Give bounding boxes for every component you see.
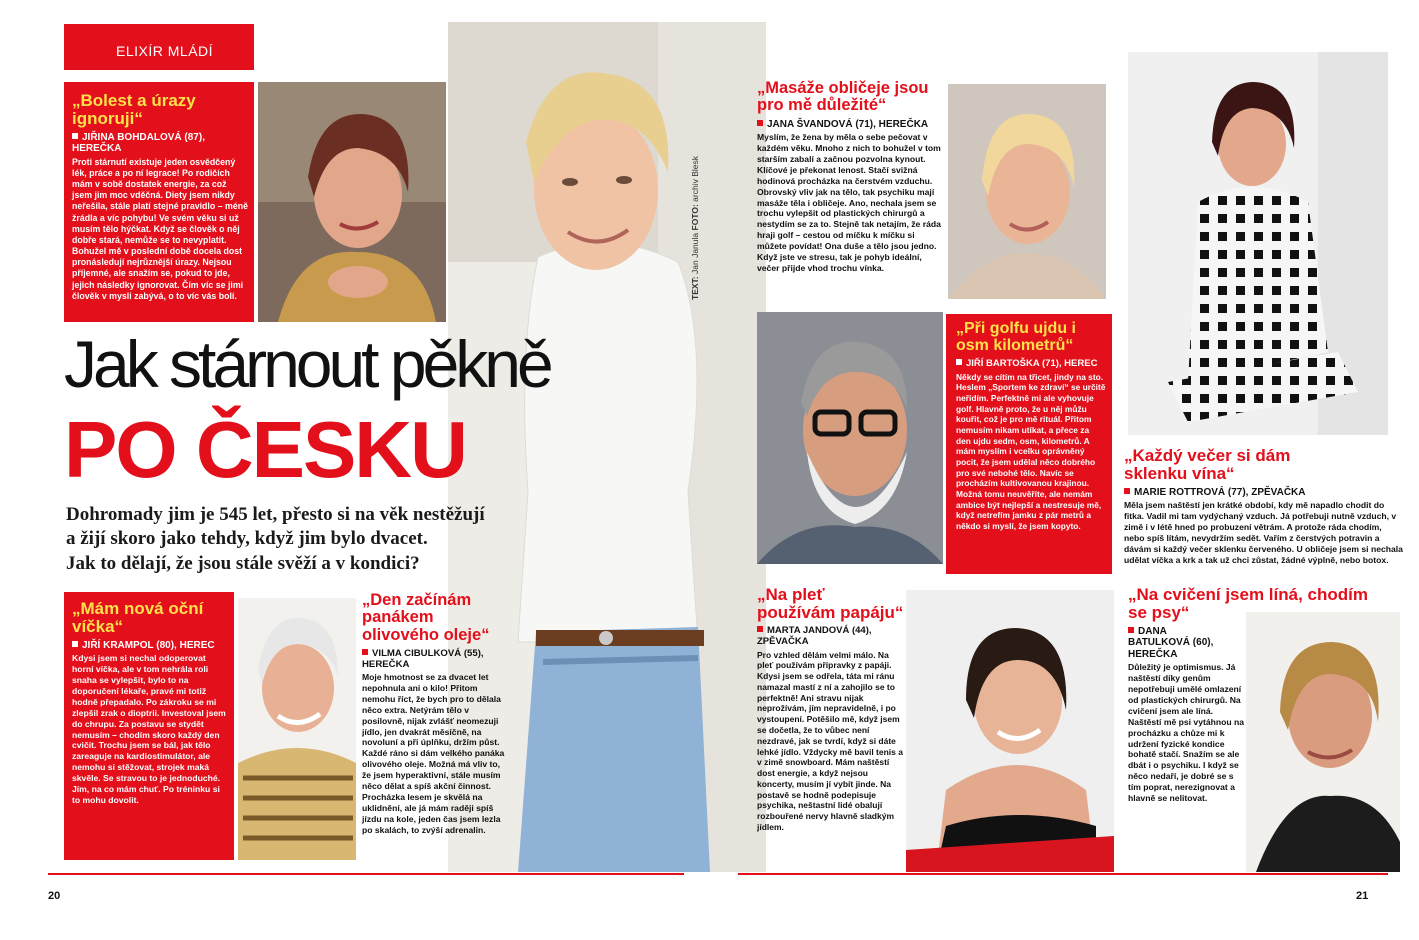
story-byline: MARTA JANDOVÁ (44), ZPĚVAČKA [757,626,907,648]
section-label: ELIXÍR MLÁDÍ [116,43,214,59]
story-rottrova [1124,447,1410,566]
photo-rottrova [1128,52,1388,435]
page-number-right: 21 [1356,890,1369,902]
story-quote: „Na cvičení jsem líná, chodím se psy“ [1128,585,1368,622]
photo-svandova [948,84,1106,299]
bottom-rule-right [738,873,1388,875]
lead-line: Jak to dělají, že jsou stále svěží a v kondici? [66,552,420,574]
story-quote: „Každý večer si dám sklenku vína“ [1124,446,1291,483]
page-number-left: 20 [48,890,61,902]
story-text: Moje hmotnost se za dvacet let nepohnula ani o kilo! Přitom nemohu říct, že bych pro to dělala něco extra. Netýrám tělo v posilovně, nijak zvlášť neomezuji jídlo, jen dvakrát měsíčně, na novoluní a při úplňku, držím půst. Každé ráno si dám velkého panáka olivového oleje. Možná má vliv to, že jsem hyperaktivní, stále musím něco dělat a spíš akční činnost. Procházka lesem je skvělá na uklidnění, ale já mám raději spíš jízdu na kole, jeden čas jsem lezla po skalách, to zvýší adrenalin. [362,672,505,835]
story-krampol [64,592,234,860]
section-label-box [64,24,254,70]
photo-krampol [238,598,356,860]
bottom-rule-left [48,873,684,875]
story-text: Někdy se cítím na třicet, jindy na sto. Heslem „Sportem ke zdraví“ se určitě neřídím. Perfektně mi ale vyhovuje golf. Hlavně proto, že u něj můžu kouřit, což je pro mě rituál. Přitom nemusím nikam utíkat, a přece za den ujdu sedm, osm, kilometrů. A mám myslím i vcelku oprávněný pocit, že jsem udělal něco dobrého pro své nebohé tělo. Navíc se procházím kultivovanou krajinou. Možná tomu neuvěříte, ale nemám ambice být nejlepší a nestresuje mě, když netrefím jamku z pár metrů a někdo si myslí, že jsem kopyto. [956,371,1106,531]
story-byline: VILMA CIBULKOVÁ (55), HEREČKA [362,648,510,670]
story-bartoska [946,314,1112,574]
credit-text-author: Jan Janula [690,232,700,274]
story-quote: „Den začínám panákem olivového oleje“ [362,591,490,644]
story-byline: MARIE ROTTROVÁ (77), ZPĚVAČKA [1124,487,1410,499]
story-byline: JIŘÍ BARTOŠKA (71), HEREC [956,359,1106,370]
photo-jandova [906,590,1114,872]
story-jandova [757,586,907,833]
headline-line1: Jak stárnout pěkně [64,327,550,401]
credit-photo-source: archiv Blesk [690,156,700,202]
story-text: Pro vzhled dělám velmi málo. Na pleť používám přípravky z papáji. Kdysi jsem se odřela, táta mi ránu namazal mastí z ní a zahojilo se to perfektně! Ani stravu nijak neprožívám, jím nepravidelně, i po vystoupení. Potěšilo mě, když jsem se dočetla, že to vůbec není nezdravé, jak se tvrdí, když si dáte lehké jídlo. Vždycky mě bavil tenis a v zimě snowboard. Mám naštěstí dost energie, a když nejsou koncerty, musím jí vybít jinde. Na postavě se hodně podepisuje psychika, neštastní lidé obalují rozbouřené nervy hlavně sladkým jídlem. [757,649,903,833]
story-quote: „Na pleť používám papáju“ [757,585,904,622]
story-byline: JANA ŠVANDOVÁ (71), HEREČKA [757,119,943,131]
story-text: Měla jsem naštěstí jen krátké období, kdy mě napadlo chodit do fitka. Vadil mi tam vydýchaný vzduch. Já potřebuji nutně vzduch, v zimě i v létě hned po probuzení větrám. A protože ráda chodím, nebo spíš lítám, nevydržím sedět. Vařím z čerstvých potravin a dávám si každý večer sklenku červeného. U obličeje jsem si nechala udělat víčka a krk a tak už chci zůstat, žádné výplně, nebo botox. [1124,500,1403,565]
story-bohdalova [64,82,254,322]
lead-line: a žijí skoro jako tehdy, když jim bylo dvacet. [66,528,428,550]
story-text: Důležitý je optimismus. Já naštěstí díky genům nepotřebuji umělé omlazení od plastických chirurgů. Na cvičení jsem ale líná. Naštěstí mě psi vytáhnou na procházku a chůze mi k udržení fyzické kondice bohatě stačí. Snažím se ale dbát i o psychiku. I když se něco nedaří, je dobré se s tím poprat, nerezignovat a hlavně se nelitovat. [1128,662,1245,804]
lead-line: Dohromady jim je 545 let, přesto si na věk nestěžují [66,504,485,525]
lead-paragraph [66,503,486,576]
photo-bartoska [757,312,943,564]
story-byline: JIŘÍ KRAMPOL (80), HEREC [72,640,228,652]
story-svandova [757,80,943,274]
story-byline: JIŘINA BOHDALOVÁ (87), HEREČKA [72,132,248,155]
story-quote: „Bolest a úrazy ignoruji“ [72,91,196,128]
story-byline: DANA BATULKOVÁ (60), HEREČKA [1128,626,1218,661]
story-text: Kdysi jsem si nechal odoperovat horní víčka, ale v tom nehrála roli snaha se vylepšit, bylo to na doporučení lékaře, pravé mi totiž hodně přepadalo. Po zákroku se mi zlepšil zrak o dioptrii. Investoval jsem do chrupu. Za postavu se stydět nemusím – chodím skoro každý den cvičit. Trochu jsem se bál, jak tělo zareaguje na kardiostimulátor, ale nemohu si stěžovat, strojek maká skvěle. Se stravou to je jednoduché. Jím, na co mám chuť. Po tréninku si to mohu dovolit. [72,653,226,805]
photo-credit [690,90,702,300]
story-text: Proti stárnutí existuje jeden osvědčený lék, práce a po ní legrace! Po rodičích mám v sobě dostatek energie, za což jsem jim moc vděčná. Diety jsem nikdy neřešila, stále platí stejné pravidlo – méně žrádla a víc pohybu! Ve svém věku si už musím tělo hýčkat. Když se člověk o něj dobře stará, nemůže se to nevyplatit. Bohužel mě v poslední době docela dost pronásledují nejrůznější úrazy. Nejsou příjemné, ale snažím se, pokud to jde, jejich následky ignorovat. Čím víc se jimi člověk v mysli zabývá, o to víc vás bolí. [72,156,249,301]
story-cibulkova [362,592,510,836]
photo-bohdalova [258,82,446,322]
story-text: Myslím, že žena by měla o sebe pečovat v každém věku. Mnoho z nich to bohužel v tom starším zabalí a začnou pozvolna kynout. Klíčové je překonat lenost. Stačí svižná hodinová procházka na čerstvém vzduchu. Obrovský vliv jak na tělo, tak psychiku mají masáže těla i obličeje. Ano, nechala jsem se trochu vylepšit od plastických chirurgů a nestydím se za to. Stejně tak netajím, že ráda hraji golf – cestou od míčku k míčku si můžete povídat! Ona duše a tělo jsou jedno. Když jste ve stresu, tak je pohyb ideální, večer přijde vhod trochu vínka. [757,132,941,273]
credit-photo-label: FOTO: [690,204,700,231]
story-quote: „Mám nová oční víčka“ [72,599,204,636]
story-quote: „Masáže obličeje jsou pro mě důležité“ [757,79,929,115]
story-quote: „Při golfu ujdu i osm kilometrů“ [956,320,1076,354]
credit-text-label: TEXT: [690,276,700,300]
photo-batulkova [1246,612,1400,872]
headline-line2: PO ČESKU [64,405,466,494]
